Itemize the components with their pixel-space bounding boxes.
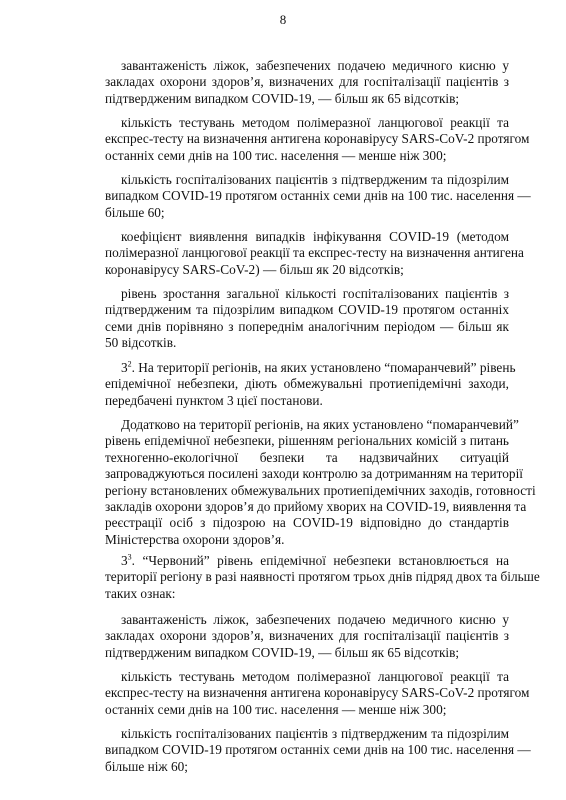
line-text: підтвердженим випадком COVID-19, — більш як 65 відсотків; (105, 90, 460, 106)
text-line (105, 148, 509, 164)
text-line (105, 131, 530, 147)
line-text: кількість тестувань методом полімеразної ланцюгової реакції та (121, 115, 509, 130)
text-line (105, 58, 509, 74)
text-line (105, 586, 509, 602)
text-line (105, 205, 509, 221)
paragraph-p10 (105, 669, 530, 718)
section-number-superscript: 3 (127, 552, 132, 562)
text-line (105, 515, 509, 531)
page-number: 8 (279, 12, 287, 27)
paragraph-p9 (105, 612, 509, 661)
line-text: завантаженість ліжок, забезпечених подачею медичного кисню у (121, 58, 509, 73)
text-line (105, 450, 509, 466)
text-line (105, 466, 523, 482)
line-text: передбачені пунктом 3 цієї постанови. (105, 392, 323, 408)
text-line (105, 499, 527, 515)
line-text: епідемічної небезпеки, діють обмежувальні протиепідемічні заходи, (105, 376, 509, 392)
line-text: Міністерства охорони здоров’я. (105, 531, 285, 547)
paragraph-p1 (105, 58, 509, 107)
line-text: полімеразної ланцюгової реакції та експрес-тесту на визначення антигена (105, 245, 524, 261)
text-line (105, 262, 509, 278)
text-line (105, 286, 509, 302)
line-text: закладів охорони здоров’я до прийому хворих на COVID-19, виявлення та (105, 499, 527, 515)
text-line (105, 669, 509, 685)
text-line (105, 482, 536, 499)
text-line (105, 172, 509, 188)
text-line (105, 302, 509, 318)
line-text: підтвердженим та підозрілим випадком COVID-19 протягом останніх (105, 302, 509, 318)
paragraph-p11 (105, 726, 531, 775)
line-text: кількість тестувань методом полімеразної ланцюгової реакції та (121, 669, 509, 684)
paragraph-p8 (105, 552, 540, 602)
line-text: закладах охорони здоров’я, визначених для госпіталізації пацієнтів з (105, 74, 509, 90)
section-number: 3 (121, 360, 128, 375)
line-text: завантаженість ліжок, забезпечених подачею медичного кисню у (121, 612, 509, 627)
line-text: таких ознак: (105, 585, 176, 601)
text-line (105, 335, 509, 351)
line-text: території регіону в разі наявності протягом трьох днів підряд двох та більше (105, 569, 540, 585)
paragraph-p7 (105, 417, 536, 548)
text-line (105, 376, 509, 392)
text-line (105, 612, 509, 628)
paragraph-p2 (105, 115, 530, 164)
line-text: більше 60; (105, 204, 165, 220)
text-line (105, 742, 531, 758)
line-text: реєстрації осіб з підозрою на COVID-19 відповідно до стандартів (105, 515, 509, 531)
text-line (105, 433, 509, 449)
line-text: семи днів порівняно з попереднім аналогічним періодом — більш як (105, 318, 509, 334)
line-text: випадком COVID-19 протягом останніх семи днів на 100 тис. населення — (105, 188, 531, 204)
text-line (105, 229, 509, 245)
line-text: рівень епідемічної небезпеки, рішенням регіональних комісій з питань (105, 433, 509, 449)
text-line (105, 685, 530, 701)
section-number-superscript: 2 (127, 359, 132, 369)
text-line (105, 532, 509, 548)
text-line (105, 74, 509, 90)
line-text: кількість госпіталізованих пацієнтів з підтвердженим та підозрілим (121, 172, 509, 187)
text-line (105, 628, 509, 644)
text-line (105, 319, 509, 335)
line-text: техногенно-екологічної безпеки та надзвичайних ситуацій (105, 449, 509, 465)
line-text: коронавірусу SARS-CoV-2) — більш як 20 відсотків; (105, 261, 404, 277)
line-text: . “Червоний” рівень епідемічної небезпеки встановлюється на (131, 553, 509, 568)
line-text: останніх семи днів на 100 тис. населення — менше ніж 300; (105, 147, 447, 163)
line-text: 50 відсотків. (105, 335, 177, 351)
paragraph-p5 (105, 286, 509, 352)
paragraph-p6 (105, 359, 516, 409)
text-line (105, 245, 524, 261)
text-line (105, 359, 516, 376)
line-text: закладах охорони здоров’я, визначених для госпіталізації пацієнтів з (105, 628, 509, 644)
line-text: останніх семи днів на 100 тис. населення — менше ніж 300; (105, 701, 447, 717)
line-text: експрес-тесту на визначення антигена коронавірусу SARS-CoV-2 протягом (105, 685, 530, 701)
text-line (105, 553, 509, 569)
line-text: коефіцієнт виявлення випадків інфікування COVID-19 (методом (121, 229, 509, 244)
text-line (105, 417, 519, 433)
line-text: експрес-тесту на визначення антигена коронавірусу SARS-CoV-2 протягом (105, 131, 530, 147)
line-text: Додатково на території регіонів, на яких установлено “помаранчевий” (121, 417, 519, 432)
text-line (105, 188, 531, 204)
paragraph-p3 (105, 172, 531, 221)
line-text: підтвердженим випадком COVID-19, — більш як 65 відсотків; (105, 644, 460, 660)
text-line (105, 393, 509, 409)
text-line (105, 91, 509, 107)
section-number: 3 (121, 553, 128, 568)
line-text: запроваджуються посилені заходи контролю за дотриманням на території (105, 466, 523, 482)
text-line (105, 702, 509, 718)
paragraph-p4 (105, 229, 524, 278)
line-text: регіону встановлених обмежувальних протиепідемічних заходів, готовності (105, 482, 536, 498)
text-line (105, 569, 540, 585)
line-text: . На території регіонів, на яких установлено “помаранчевий” рівень (131, 360, 516, 375)
line-text: випадком COVID-19 протягом останніх семи днів на 100 тис. населення — (105, 742, 531, 758)
line-text: рівень зростання загальної кількості госпіталізованих пацієнтів з (121, 286, 509, 301)
text-line (105, 115, 509, 131)
line-text: більше ніж 60; (105, 758, 188, 774)
text-line (105, 726, 509, 742)
text-line (105, 759, 509, 775)
text-line (105, 645, 509, 661)
line-text: кількість госпіталізованих пацієнтів з підтвердженим та підозрілим (121, 726, 509, 741)
